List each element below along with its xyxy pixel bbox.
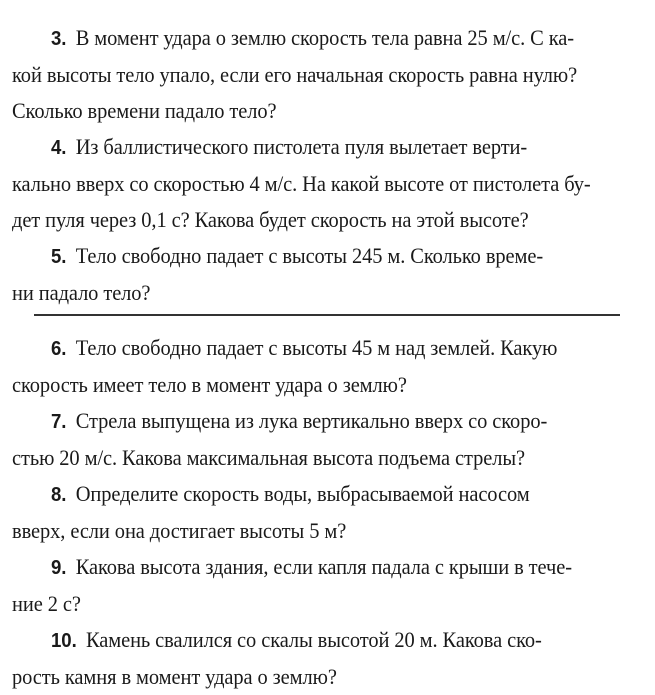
problem-line: рость камня в момент удара о землю? — [12, 664, 337, 689]
problem-number: 8. — [51, 484, 67, 506]
problem-text: Какова высота здания, если капля падала с крыши в тече- — [75, 554, 572, 579]
problem-line: вверх, если она достигает высоты 5 м? — [12, 518, 347, 543]
problem-line: кой высоты тело упало, если его начальная скорость равна нулю? — [12, 62, 578, 87]
problem-9 — [12, 549, 624, 622]
problem-number: 3. — [51, 28, 67, 50]
problem-6 — [12, 330, 624, 403]
problem-8 — [12, 476, 624, 549]
problem-line: стью 20 м/с. Какова максимальная высота подъема стрелы? — [12, 445, 525, 470]
problem-text: Тело свободно падает с высоты 45 м над землей. Какую — [75, 335, 558, 360]
problems-section-top — [12, 20, 624, 311]
problems-section-bottom — [12, 330, 624, 695]
problem-text: Определите скорость воды, выбрасываемой насосом — [75, 481, 530, 506]
problem-text: Из баллистического пистолета пуля вылетает верти- — [75, 134, 528, 159]
problem-line: ние 2 с? — [12, 591, 81, 616]
problem-line: скорость имеет тело в момент удара о землю? — [12, 372, 407, 397]
problem-4 — [12, 129, 624, 238]
problem-line: дет пуля через 0,1 с? Какова будет скорость на этой высоте? — [12, 207, 529, 232]
problem-10 — [12, 622, 624, 695]
problem-line — [12, 238, 624, 275]
problem-line: Сколько времени падало тело? — [12, 98, 277, 123]
problem-line — [12, 403, 624, 440]
problem-text: Тело свободно падает с высоты 245 м. Сколько време- — [75, 243, 544, 268]
problem-line — [12, 330, 624, 367]
problem-number: 7. — [51, 411, 67, 433]
problem-line — [12, 20, 624, 57]
problem-7 — [12, 403, 624, 476]
section-divider — [34, 314, 620, 316]
problem-number: 6. — [51, 338, 67, 360]
problem-line — [12, 549, 624, 586]
problem-number: 9. — [51, 557, 67, 579]
problem-line — [12, 622, 624, 659]
problem-line — [12, 129, 624, 166]
problem-number: 10. — [51, 630, 77, 652]
problem-text: Камень свалился со скалы высотой 20 м. Какова ско- — [85, 627, 542, 652]
problem-line — [12, 476, 624, 513]
problem-text: Стрела выпущена из лука вертикально вверх со скоро- — [75, 408, 548, 433]
problem-line: ни падало тело? — [12, 280, 151, 305]
problem-text: В момент удара о землю скорость тела равна 25 м/с. С ка- — [75, 25, 574, 50]
problem-3 — [12, 20, 624, 129]
problem-number: 5. — [51, 246, 67, 268]
problem-number: 4. — [51, 137, 67, 159]
problem-line: кально вверх со скоростью 4 м/с. На какой высоте от пистолета бу- — [12, 171, 591, 196]
problem-5 — [12, 238, 624, 311]
